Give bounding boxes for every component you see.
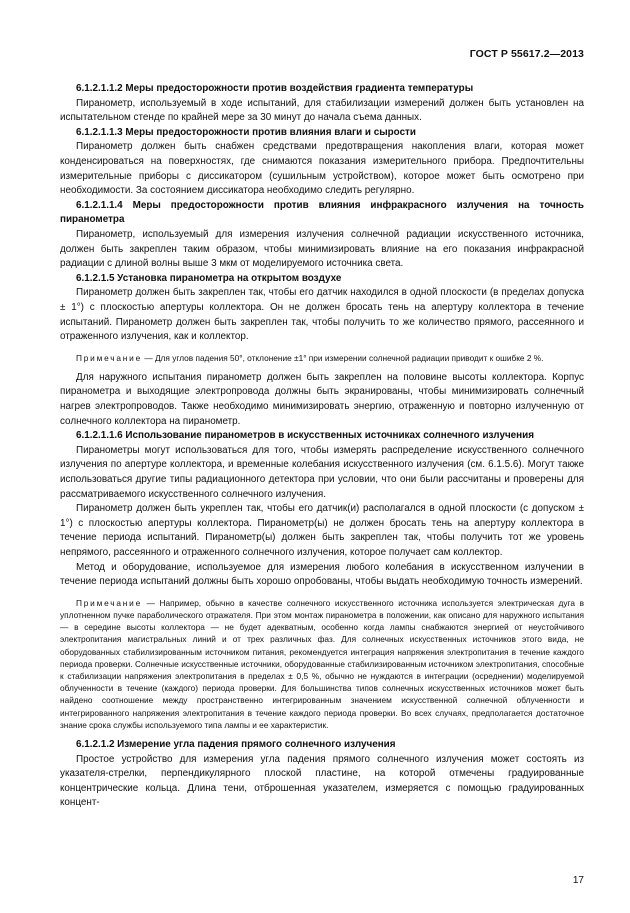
- section-heading: 6.1.2.1.5 Установка пиранометра на открытом воздухе: [76, 272, 342, 284]
- paragraph: Простое устройство для измерения угла падения прямого солнечного излучения может состоять из указателя-стрелки, перпендикулярного плоской пластине, на которой отмечены градуированные концентрические кольца. Длина тени, отброшенная указателем, измеряется с помощью градуированных концент-: [60, 753, 584, 809]
- section-heading: 6.1.2.1.1.4 Меры предосторожности против влияния инфракрасного излучения на точность пиранометра: [60, 199, 584, 226]
- note-text: — Например, обычно в качестве солнечного искусственного источника используется электрическая дуга в уплотненном пучке параболического отражателя. При этом монтаж пиранометра в положении, как описано для наружного испытания — в середине высоты коллектора — не будет адекватным, особенно когда лампы снабжаются энергией от неустойчивого электропитания магистральных линий и от трех различных фаз. Для солнечных искусственных источников этого вида, не оборудованных стабилизированным источником питания, рекомендуется интеграция напряжения электропитания в течение каждого периода проверки. Солнечные искусственные источники, оборудованные стабилизированным источником электропитания, способные к стабилизации напряжения электропитания в пределах ± 0,5 %, обычно не нуждаются в интеграции (осреднении) моделируемой облученности в течение (каждого) периода проверки. Для большинства типов солнечных искусственных источников может быть найдено соотношение между пространственно интегрированным значением искусственной солнечной облученности и интегрированного напряжения электропитания в течение каждого периода проверки. Во всех случаях, предполагается достаточное знание срока службы используемого типа лампы и ее характеристик.: [60, 597, 584, 730]
- paragraph: Пиранометр, используемый в ходе испытаний, для стабилизации измерений должен быть установлен на испытательном стенде по крайней мере за 30 минут до начала съема данных.: [60, 97, 584, 124]
- paragraph: Пиранометр должен быть укреплен так, чтобы его датчик(и) располагался в одной плоскости (с допуском ± 1°) с плоскостью апертуры коллектора. Пиранометр(ы) не должен бросать тень на апертуру коллектора в течение периода испытаний. Пиранометр(ы) должен быть закреплен так, чтобы получить тот же уровень непрямого, рассеянного и отраженного солнечного излучения, которое получает сам коллектор.: [60, 503, 584, 559]
- paragraph: Пиранометры могут использоваться для того, чтобы измерять распределение искусственного солнечного излучения по апертуре коллектора, и временные колебания искусственного излучения (см. 6.1.5.6). Могут также использоваться другие типы радиационного детектора при условии, что они были рассчитаны и проверены для рассматриваемого искусственного солнечного излучения.: [60, 444, 584, 500]
- note-label: Примечание: [76, 597, 143, 608]
- section-heading: 6.1.2.1.1.3 Меры предосторожности против влияния влаги и сырости: [76, 126, 416, 138]
- section-heading: 6.1.2.1.1.6 Использование пиранометров в искусственных источниках солнечного излучения: [76, 430, 534, 442]
- note-label: Примечание: [76, 352, 143, 363]
- paragraph: Для наружного испытания пиранометр должен быть закреплен на половине высоты коллектора. Корпус пиранометра и выходящие электропровода должны быть экранированы, чтобы минимизировать солнечный нагрев электропроводов. Также необходимо минимизировать энергию, отраженную и повторно излученную от солнечного коллектора на пиранометр.: [60, 371, 584, 427]
- paragraph: Пиранометр, используемый для измерения излучения солнечной радиации искусственного источника, должен быть закреплен таким образом, чтобы минимизировать влияние на его показания инфракрасной радиации с длиной волны выше 3 мкм от моделируемого источника света.: [60, 228, 584, 270]
- note-text: — Для углов падения 50°, отклонение ±1° при измерении солнечной радиации приводит к ошибке 2 %.: [142, 352, 544, 363]
- note: [60, 597, 584, 731]
- page-number: 17: [572, 875, 584, 886]
- document-body: [60, 82, 584, 811]
- standard-header: ГОСТ Р 55617.2—2013: [469, 48, 584, 60]
- paragraph: Пиранометр должен быть закреплен так, чтобы его датчик находился в одной плоскости (в пределах допуска ± 1°) с плоскостью апертуры коллектора. Он не должен бросать тень на апертуру коллектора в течение испытаний. Пиранометр должен быть закреплен так, чтобы получить то же количество прямого, рассеянного и отраженного излучения, как и коллектор.: [60, 287, 584, 343]
- section-heading: 6.1.2.1.1.2 Меры предосторожности против воздействия градиента температуры: [76, 83, 474, 94]
- section-heading: 6.1.2.1.2 Измерение угла падения прямого солнечного излучения: [76, 739, 396, 751]
- paragraph: Пиранометр должен быть снабжен средствами предотвращения накопления влаги, которая может конденсироваться на поверхностях, где снимаются показания измерительного прибора. Предпочтительны измерительные приборы с диссикатором (сушильным устройством), которое может быть осмотрено при необходимости. За состоянием диссикатора необходимо следить регулярно.: [60, 141, 584, 197]
- paragraph: Метод и оборудование, используемое для измерения любого колебания в искусственном излучении в течение периода испытаний должны быть хорошо опробованы, чтобы выдать необходимую точность измерений.: [60, 561, 584, 588]
- note: [60, 352, 584, 364]
